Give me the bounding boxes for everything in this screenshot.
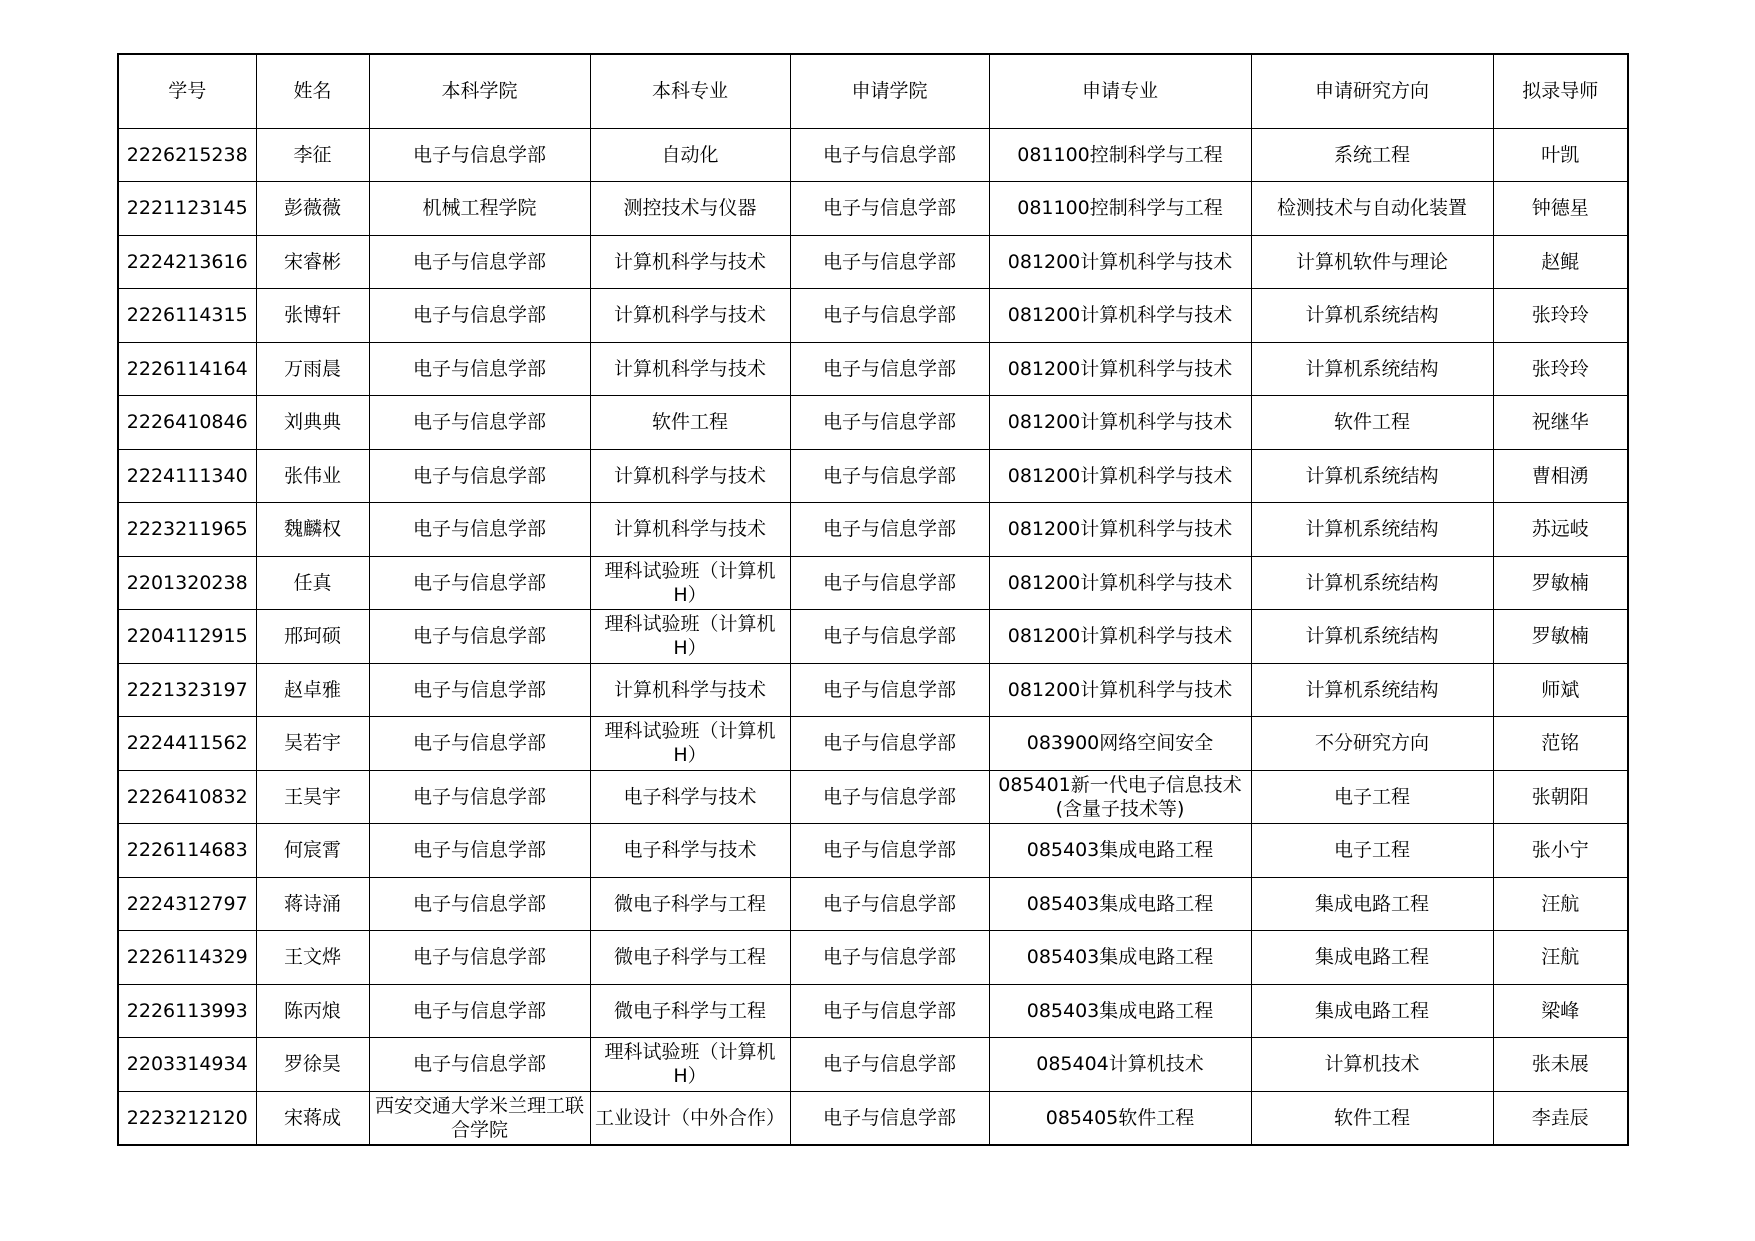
cell-research-direction: 计算机系统结构 bbox=[1251, 503, 1493, 557]
cell-advisor: 罗敏楠 bbox=[1493, 556, 1628, 610]
cell-advisor: 祝继华 bbox=[1493, 396, 1628, 450]
cell-undergrad-major: 计算机科学与技术 bbox=[590, 342, 790, 396]
cell-undergrad-school: 电子与信息学部 bbox=[369, 877, 590, 931]
cell-research-direction: 计算机软件与理论 bbox=[1251, 235, 1493, 289]
cell-applied-major: 081200计算机科学与技术 bbox=[989, 663, 1251, 717]
cell-name: 张博轩 bbox=[256, 289, 369, 343]
cell-student-id: 2226114329 bbox=[118, 931, 256, 985]
document-page bbox=[117, 53, 1627, 1146]
cell-applied-major: 085403集成电路工程 bbox=[989, 931, 1251, 985]
cell-applied-school: 电子与信息学部 bbox=[790, 1091, 989, 1145]
table-row bbox=[118, 556, 1628, 610]
header-row bbox=[118, 54, 1628, 128]
table-row bbox=[118, 503, 1628, 557]
header-advisor: 拟录导师 bbox=[1493, 54, 1628, 128]
cell-applied-school: 电子与信息学部 bbox=[790, 1038, 989, 1092]
table-row bbox=[118, 449, 1628, 503]
cell-applied-school: 电子与信息学部 bbox=[790, 342, 989, 396]
cell-advisor: 曹相湧 bbox=[1493, 449, 1628, 503]
cell-research-direction: 集成电路工程 bbox=[1251, 984, 1493, 1038]
cell-research-direction: 不分研究方向 bbox=[1251, 717, 1493, 771]
table-row bbox=[118, 1038, 1628, 1092]
table-row bbox=[118, 717, 1628, 771]
table-row bbox=[118, 1091, 1628, 1145]
cell-applied-major: 081200计算机科学与技术 bbox=[989, 556, 1251, 610]
cell-advisor: 梁峰 bbox=[1493, 984, 1628, 1038]
cell-student-id: 2201320238 bbox=[118, 556, 256, 610]
cell-applied-school: 电子与信息学部 bbox=[790, 449, 989, 503]
cell-undergrad-major: 电子科学与技术 bbox=[590, 824, 790, 878]
cell-applied-school: 电子与信息学部 bbox=[790, 877, 989, 931]
cell-research-direction: 计算机系统结构 bbox=[1251, 342, 1493, 396]
cell-advisor: 赵鲲 bbox=[1493, 235, 1628, 289]
table-row bbox=[118, 931, 1628, 985]
cell-name: 罗徐昊 bbox=[256, 1038, 369, 1092]
cell-applied-school: 电子与信息学部 bbox=[790, 128, 989, 182]
header-name: 姓名 bbox=[256, 54, 369, 128]
header-undergrad-school: 本科学院 bbox=[369, 54, 590, 128]
cell-student-id: 2226114683 bbox=[118, 824, 256, 878]
cell-undergrad-school: 电子与信息学部 bbox=[369, 289, 590, 343]
cell-advisor: 张玲玲 bbox=[1493, 289, 1628, 343]
cell-applied-school: 电子与信息学部 bbox=[790, 610, 989, 664]
cell-undergrad-school: 电子与信息学部 bbox=[369, 1038, 590, 1092]
cell-undergrad-school: 电子与信息学部 bbox=[369, 503, 590, 557]
cell-advisor: 张玲玲 bbox=[1493, 342, 1628, 396]
cell-student-id: 2221323197 bbox=[118, 663, 256, 717]
table-row bbox=[118, 877, 1628, 931]
cell-applied-major: 081200计算机科学与技术 bbox=[989, 449, 1251, 503]
cell-undergrad-school: 电子与信息学部 bbox=[369, 610, 590, 664]
cell-research-direction: 软件工程 bbox=[1251, 1091, 1493, 1145]
cell-applied-major: 081100控制科学与工程 bbox=[989, 182, 1251, 236]
cell-advisor: 师斌 bbox=[1493, 663, 1628, 717]
cell-applied-major: 085403集成电路工程 bbox=[989, 877, 1251, 931]
cell-undergrad-major: 计算机科学与技术 bbox=[590, 289, 790, 343]
cell-applied-major: 081200计算机科学与技术 bbox=[989, 503, 1251, 557]
cell-student-id: 2226410846 bbox=[118, 396, 256, 450]
cell-student-id: 2224312797 bbox=[118, 877, 256, 931]
table-row bbox=[118, 128, 1628, 182]
cell-student-id: 2221123145 bbox=[118, 182, 256, 236]
cell-student-id: 2203314934 bbox=[118, 1038, 256, 1092]
cell-undergrad-school: 电子与信息学部 bbox=[369, 770, 590, 824]
cell-student-id: 2224411562 bbox=[118, 717, 256, 771]
cell-undergrad-major: 理科试验班（计算机H） bbox=[590, 1038, 790, 1092]
cell-research-direction: 集成电路工程 bbox=[1251, 931, 1493, 985]
cell-student-id: 2223212120 bbox=[118, 1091, 256, 1145]
cell-applied-school: 电子与信息学部 bbox=[790, 717, 989, 771]
cell-applied-major: 085404计算机技术 bbox=[989, 1038, 1251, 1092]
cell-advisor: 张小宁 bbox=[1493, 824, 1628, 878]
cell-applied-school: 电子与信息学部 bbox=[790, 556, 989, 610]
cell-name: 吴若宇 bbox=[256, 717, 369, 771]
cell-applied-major: 081200计算机科学与技术 bbox=[989, 235, 1251, 289]
cell-applied-major: 081200计算机科学与技术 bbox=[989, 342, 1251, 396]
cell-student-id: 2224111340 bbox=[118, 449, 256, 503]
cell-research-direction: 计算机系统结构 bbox=[1251, 663, 1493, 717]
cell-undergrad-major: 理科试验班（计算机H） bbox=[590, 610, 790, 664]
cell-research-direction: 计算机系统结构 bbox=[1251, 556, 1493, 610]
cell-name: 任真 bbox=[256, 556, 369, 610]
header-undergrad-major: 本科专业 bbox=[590, 54, 790, 128]
cell-name: 陈丙烺 bbox=[256, 984, 369, 1038]
cell-undergrad-school: 电子与信息学部 bbox=[369, 717, 590, 771]
cell-undergrad-major: 测控技术与仪器 bbox=[590, 182, 790, 236]
table-row bbox=[118, 182, 1628, 236]
cell-name: 魏麟权 bbox=[256, 503, 369, 557]
cell-undergrad-school: 电子与信息学部 bbox=[369, 824, 590, 878]
cell-name: 邢珂硕 bbox=[256, 610, 369, 664]
cell-applied-school: 电子与信息学部 bbox=[790, 396, 989, 450]
cell-undergrad-major: 微电子科学与工程 bbox=[590, 931, 790, 985]
cell-research-direction: 检测技术与自动化装置 bbox=[1251, 182, 1493, 236]
header-student-id: 学号 bbox=[118, 54, 256, 128]
cell-applied-major: 085401新一代电子信息技术(含量子技术等) bbox=[989, 770, 1251, 824]
cell-undergrad-major: 微电子科学与工程 bbox=[590, 877, 790, 931]
cell-applied-major: 081200计算机科学与技术 bbox=[989, 289, 1251, 343]
cell-applied-school: 电子与信息学部 bbox=[790, 503, 989, 557]
header-research-direction: 申请研究方向 bbox=[1251, 54, 1493, 128]
cell-advisor: 张朝阳 bbox=[1493, 770, 1628, 824]
cell-undergrad-major: 自动化 bbox=[590, 128, 790, 182]
admission-table bbox=[117, 53, 1629, 1146]
cell-applied-school: 电子与信息学部 bbox=[790, 770, 989, 824]
table-row bbox=[118, 610, 1628, 664]
cell-name: 宋蒋成 bbox=[256, 1091, 369, 1145]
cell-advisor: 张未展 bbox=[1493, 1038, 1628, 1092]
table-row bbox=[118, 770, 1628, 824]
cell-advisor: 李垚辰 bbox=[1493, 1091, 1628, 1145]
cell-undergrad-school: 电子与信息学部 bbox=[369, 984, 590, 1038]
cell-applied-school: 电子与信息学部 bbox=[790, 663, 989, 717]
cell-applied-major: 085405软件工程 bbox=[989, 1091, 1251, 1145]
cell-applied-school: 电子与信息学部 bbox=[790, 182, 989, 236]
cell-undergrad-major: 工业设计（中外合作） bbox=[590, 1091, 790, 1145]
table-row bbox=[118, 235, 1628, 289]
cell-name: 宋睿彬 bbox=[256, 235, 369, 289]
cell-undergrad-school: 电子与信息学部 bbox=[369, 342, 590, 396]
cell-name: 赵卓雅 bbox=[256, 663, 369, 717]
cell-applied-school: 电子与信息学部 bbox=[790, 984, 989, 1038]
cell-name: 张伟业 bbox=[256, 449, 369, 503]
table-row bbox=[118, 396, 1628, 450]
cell-undergrad-school: 电子与信息学部 bbox=[369, 931, 590, 985]
cell-student-id: 2223211965 bbox=[118, 503, 256, 557]
cell-student-id: 2204112915 bbox=[118, 610, 256, 664]
cell-undergrad-major: 计算机科学与技术 bbox=[590, 449, 790, 503]
cell-undergrad-major: 计算机科学与技术 bbox=[590, 235, 790, 289]
cell-research-direction: 系统工程 bbox=[1251, 128, 1493, 182]
cell-undergrad-school: 西安交通大学米兰理工联合学院 bbox=[369, 1091, 590, 1145]
cell-student-id: 2226215238 bbox=[118, 128, 256, 182]
cell-student-id: 2226410832 bbox=[118, 770, 256, 824]
cell-undergrad-school: 机械工程学院 bbox=[369, 182, 590, 236]
cell-research-direction: 电子工程 bbox=[1251, 770, 1493, 824]
cell-research-direction: 计算机系统结构 bbox=[1251, 610, 1493, 664]
cell-advisor: 叶凯 bbox=[1493, 128, 1628, 182]
cell-applied-major: 081200计算机科学与技术 bbox=[989, 610, 1251, 664]
cell-applied-major: 081200计算机科学与技术 bbox=[989, 396, 1251, 450]
table-row bbox=[118, 289, 1628, 343]
cell-student-id: 2226114315 bbox=[118, 289, 256, 343]
table-body bbox=[118, 128, 1628, 1145]
table-row bbox=[118, 663, 1628, 717]
cell-undergrad-major: 计算机科学与技术 bbox=[590, 663, 790, 717]
cell-applied-major: 085403集成电路工程 bbox=[989, 824, 1251, 878]
cell-name: 何宸霄 bbox=[256, 824, 369, 878]
cell-name: 李征 bbox=[256, 128, 369, 182]
cell-name: 王文烨 bbox=[256, 931, 369, 985]
cell-research-direction: 计算机系统结构 bbox=[1251, 289, 1493, 343]
cell-applied-major: 085403集成电路工程 bbox=[989, 984, 1251, 1038]
cell-advisor: 范铭 bbox=[1493, 717, 1628, 771]
header-applied-major: 申请专业 bbox=[989, 54, 1251, 128]
cell-applied-school: 电子与信息学部 bbox=[790, 824, 989, 878]
header-applied-school: 申请学院 bbox=[790, 54, 989, 128]
cell-undergrad-major: 理科试验班（计算机H） bbox=[590, 556, 790, 610]
cell-advisor: 汪航 bbox=[1493, 931, 1628, 985]
cell-undergrad-school: 电子与信息学部 bbox=[369, 235, 590, 289]
cell-applied-major: 081100控制科学与工程 bbox=[989, 128, 1251, 182]
table-row bbox=[118, 342, 1628, 396]
cell-student-id: 2226114164 bbox=[118, 342, 256, 396]
cell-undergrad-school: 电子与信息学部 bbox=[369, 128, 590, 182]
cell-applied-school: 电子与信息学部 bbox=[790, 235, 989, 289]
cell-undergrad-major: 计算机科学与技术 bbox=[590, 503, 790, 557]
cell-undergrad-school: 电子与信息学部 bbox=[369, 663, 590, 717]
cell-name: 蒋诗涌 bbox=[256, 877, 369, 931]
cell-undergrad-major: 电子科学与技术 bbox=[590, 770, 790, 824]
cell-advisor: 汪航 bbox=[1493, 877, 1628, 931]
cell-undergrad-school: 电子与信息学部 bbox=[369, 449, 590, 503]
cell-applied-school: 电子与信息学部 bbox=[790, 931, 989, 985]
cell-undergrad-major: 微电子科学与工程 bbox=[590, 984, 790, 1038]
cell-name: 万雨晨 bbox=[256, 342, 369, 396]
cell-research-direction: 计算机系统结构 bbox=[1251, 449, 1493, 503]
cell-research-direction: 软件工程 bbox=[1251, 396, 1493, 450]
cell-research-direction: 集成电路工程 bbox=[1251, 877, 1493, 931]
cell-undergrad-major: 软件工程 bbox=[590, 396, 790, 450]
cell-name: 王昊宇 bbox=[256, 770, 369, 824]
cell-applied-major: 083900网络空间安全 bbox=[989, 717, 1251, 771]
cell-undergrad-school: 电子与信息学部 bbox=[369, 396, 590, 450]
cell-advisor: 苏远岐 bbox=[1493, 503, 1628, 557]
cell-research-direction: 计算机技术 bbox=[1251, 1038, 1493, 1092]
cell-advisor: 罗敏楠 bbox=[1493, 610, 1628, 664]
cell-applied-school: 电子与信息学部 bbox=[790, 289, 989, 343]
cell-name: 彭薇薇 bbox=[256, 182, 369, 236]
cell-student-id: 2224213616 bbox=[118, 235, 256, 289]
cell-student-id: 2226113993 bbox=[118, 984, 256, 1038]
table-row bbox=[118, 824, 1628, 878]
cell-research-direction: 电子工程 bbox=[1251, 824, 1493, 878]
table-row bbox=[118, 984, 1628, 1038]
cell-undergrad-major: 理科试验班（计算机H） bbox=[590, 717, 790, 771]
cell-advisor: 钟德星 bbox=[1493, 182, 1628, 236]
cell-name: 刘典典 bbox=[256, 396, 369, 450]
cell-undergrad-school: 电子与信息学部 bbox=[369, 556, 590, 610]
